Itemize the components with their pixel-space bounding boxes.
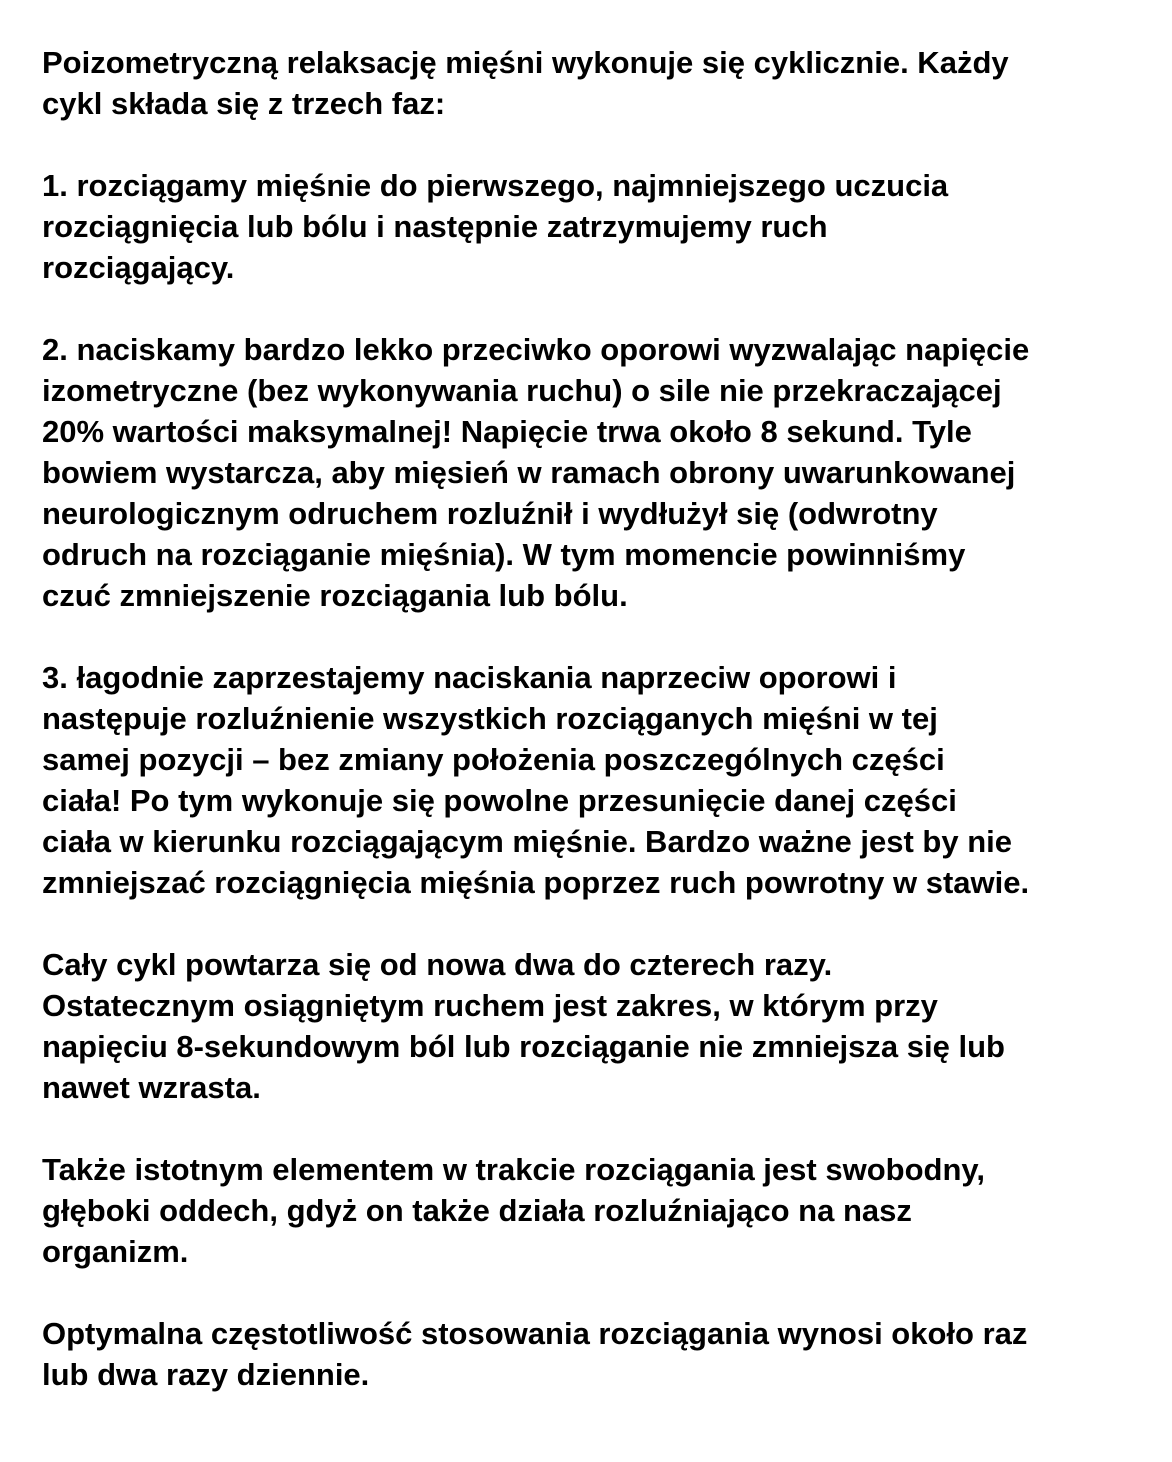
paragraph-phase-1 — [42, 165, 1142, 288]
text-line: Także istotnym elementem w trakcie rozciągania jest swobodny, — [42, 1152, 985, 1187]
text-line: neurologicznym odruchem rozluźnił i wydłużył się (odwrotny — [42, 496, 938, 531]
text-line: rozciągnięcia lub bólu i następnie zatrzymujemy ruch — [42, 209, 828, 244]
text-line: samej pozycji – bez zmiany położenia poszczególnych części — [42, 742, 945, 777]
text-line: rozciągający. — [42, 250, 235, 285]
text-line: Cały cykl powtarza się od nowa dwa do czterech razy. — [42, 947, 833, 982]
text-line: zmniejszać rozciągnięcia mięśnia poprzez ruch powrotny w stawie. — [42, 865, 1030, 900]
paragraph-breathing — [42, 1149, 1142, 1272]
text-line: Optymalna częstotliwość stosowania rozciągania wynosi około raz — [42, 1316, 1028, 1351]
text-line: ciała! Po tym wykonuje się powolne przesunięcie danej części — [42, 783, 957, 818]
text-line: napięciu 8-sekundowym ból lub rozciąganie nie zmniejsza się lub — [42, 1029, 1005, 1064]
paragraph-intro — [42, 42, 1142, 124]
text-line: odruch na rozciąganie mięśnia). W tym momencie powinniśmy — [42, 537, 966, 572]
text-line: izometryczne (bez wykonywania ruchu) o sile nie przekraczającej — [42, 373, 1002, 408]
document-body — [42, 42, 1142, 1395]
text-line: Poizometryczną relaksację mięśni wykonuje się cyklicznie. Każdy — [42, 45, 1009, 80]
text-line: 1. rozciągamy mięśnie do pierwszego, najmniejszego uczucia — [42, 168, 949, 203]
text-line: następuje rozluźnienie wszystkich rozciąganych mięśni w tej — [42, 701, 938, 736]
text-line: Ostatecznym osiągniętym ruchem jest zakres, w którym przy — [42, 988, 938, 1023]
paragraph-frequency — [42, 1313, 1142, 1395]
paragraph-phase-3 — [42, 657, 1142, 903]
text-line: cykl składa się z trzech faz: — [42, 86, 446, 121]
text-line: organizm. — [42, 1234, 189, 1269]
text-line: 3. łagodnie zaprzestajemy naciskania naprzeciw oporowi i — [42, 660, 897, 695]
text-line: nawet wzrasta. — [42, 1070, 261, 1105]
paragraph-cycle-repeat — [42, 944, 1142, 1108]
paragraph-phase-2 — [42, 329, 1142, 616]
text-line: 20% wartości maksymalnej! Napięcie trwa około 8 sekund. Tyle — [42, 414, 972, 449]
text-line: czuć zmniejszenie rozciągania lub bólu. — [42, 578, 628, 613]
text-line: 2. naciskamy bardzo lekko przeciwko oporowi wyzwalając napięcie — [42, 332, 1030, 367]
text-line: ciała w kierunku rozciągającym mięśnie. Bardzo ważne jest by nie — [42, 824, 1012, 859]
text-line: lub dwa razy dziennie. — [42, 1357, 370, 1392]
text-line: głęboki oddech, gdyż on także działa rozluźniająco na nasz — [42, 1193, 912, 1228]
text-line: bowiem wystarcza, aby mięsień w ramach obrony uwarunkowanej — [42, 455, 1016, 490]
